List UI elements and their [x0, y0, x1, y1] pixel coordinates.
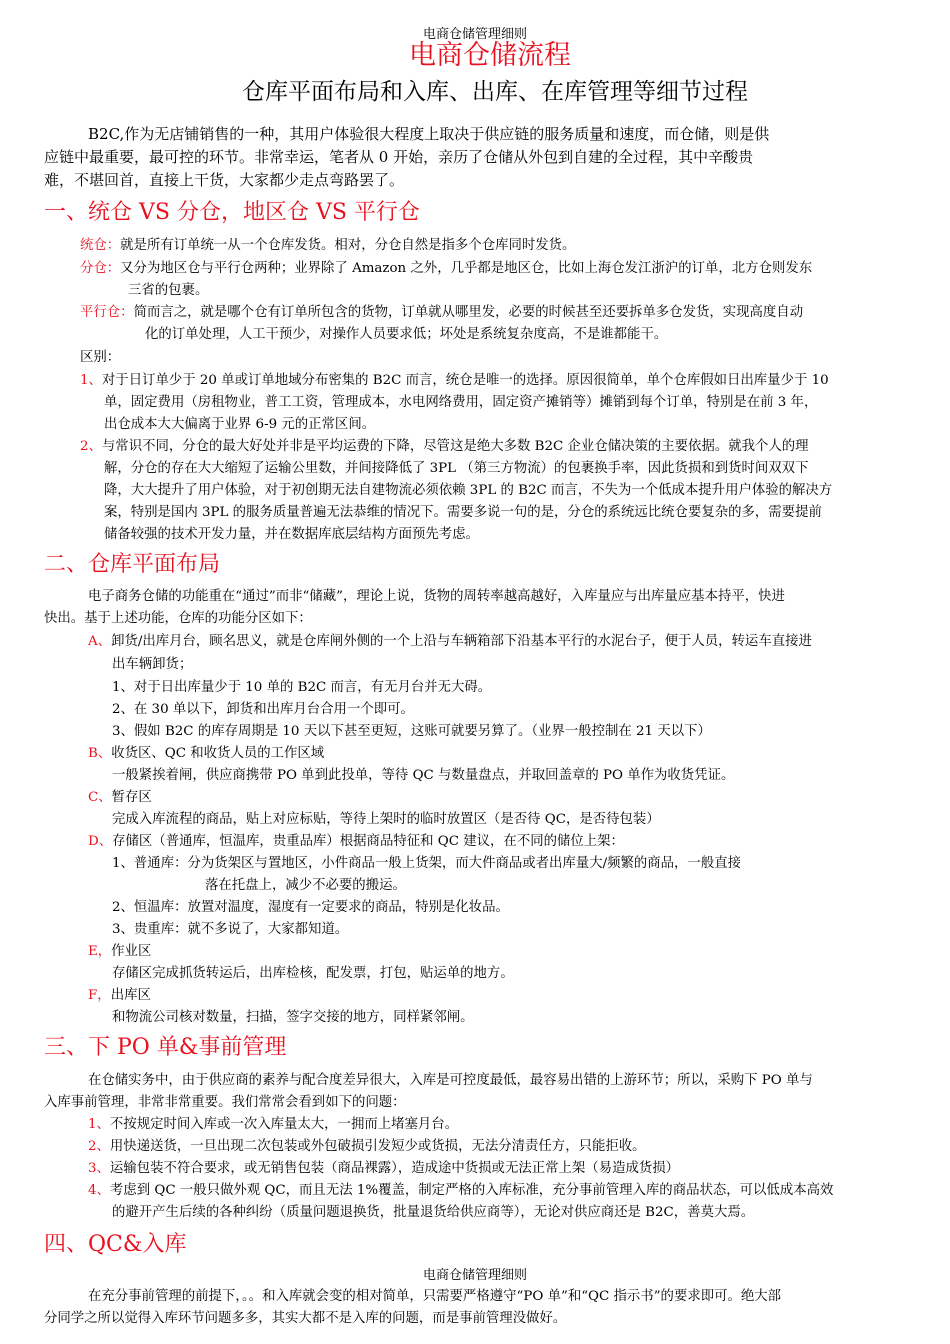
s2-item-d-2: 2、恒温库：放置对温度，湿度有一定要求的商品，特别是化妆品。 — [112, 900, 509, 915]
term-label: 平行仓： — [80, 305, 134, 320]
s3-para-line-2: 入库事前管理，非常非常重要。我们常常会看到如下的问题： — [44, 1095, 406, 1110]
s2-item-d-1: 1、普通库：分为货架区与置地区，小件商品一般上货架，而大件商品或者出库量大/频繁的商品，一般直接 — [112, 856, 741, 871]
s2-item-f — [88, 985, 151, 1007]
item-letter: E， — [88, 944, 112, 959]
s3-item-3 — [88, 1158, 679, 1180]
term-label: 统仓： — [80, 238, 121, 253]
section-1-heading: 一、统仓 VS 分仓，地区仓 VS 平行仓 — [44, 200, 420, 225]
s2-item-b-1: 一般紧挨着闸，供应商携带 PO 单到此投单，等待 QC 与数量盘点，并取回盖章的 PO 单作为收货凭证。 — [112, 768, 735, 783]
s4-para-line-2: 分同学之所以觉得入库环节问题多多，其实大都不是入库的问题，而是事前管理没做好。 — [44, 1311, 567, 1326]
s1-item-2-line-4: 案，特别是国内 3PL 的服务质量普遍无法恭维的情况下。需要多说一句的是，分仓的系统远比统仓要复杂的多，需要提前 — [104, 505, 822, 520]
intro-line-3: 难，不堪回首，直接上干货，大家都少走点弯路罢了。 — [44, 171, 405, 189]
s1-item-2-line-5: 储备较强的技术开发力量，并在数据库底层结构方面预先考虑。 — [104, 527, 479, 542]
item-text: 收货区、QC 和收货人员的工作区域 — [111, 746, 325, 761]
item-text: 用快递送货，一旦出现二次包装或外包破损引发短少或货损，无法分清责任方，只能拒收。 — [109, 1139, 646, 1154]
item-letter: B、 — [88, 746, 112, 761]
s1-item-1 — [80, 370, 829, 392]
item-text: 卸货/出库月台，顾名思义，就是仓库闸外侧的一个上沿与车辆箱部下沿基本平行的水泥台子，便于人员，转运车直接进 — [111, 634, 812, 649]
s1-item-2 — [80, 436, 809, 458]
running-header-mid: 电商仓储管理细则 — [422, 1268, 527, 1283]
item-letter: C、 — [88, 790, 112, 805]
s2-item-c-1: 完成入库流程的商品，贴上对应标贴，等待上架时的临时放置区（是否待 QC，是否待包装） — [112, 812, 660, 827]
item-text: 存储区（普通库，恒温库，贵重品库）根据商品特征和 QC 建议，在不同的储位上架： — [112, 834, 624, 849]
item-text: 运输包装不符合要求，或无销售包装（商品裸露），造成途中货损或无法正常上架（易造成货损） — [109, 1161, 680, 1176]
s2-para-line-1: 电子商务仓储的功能重在“通过”而非“储藏”，理论上说，货物的周转率越高越好，入库量应与出库量应基本持平，快进 — [88, 589, 785, 604]
s3-item-4 — [88, 1180, 833, 1202]
item-number: 1、 — [88, 1117, 110, 1132]
intro-line-2: 应链中最重要，最可控的环节。非常幸运，笔者从 0 开始，亲历了仓储从外包到自建的全过程，其中辛酸贵 — [44, 148, 754, 166]
section-4-heading: 四、QC&入库 — [44, 1232, 187, 1257]
item-text: 暂存区 — [111, 790, 152, 805]
item-number: 2、 — [80, 439, 102, 454]
s1-line-pingxing — [80, 302, 803, 324]
s2-item-d-3: 3、贵重库：就不多说了，大家都知道。 — [112, 922, 349, 937]
s4-para-line-1: 在充分事前管理的前提下，。。和入库就会变的相对简单，只需要严格遵守“PO 单”和“QC 指示书”的要求即可。绝大部 — [88, 1289, 782, 1304]
s1-diff-label: 区别： — [80, 350, 121, 365]
s2-item-a-3: 3、假如 B2C 的库存周期是 10 天以下甚至更短，这账可就要另算了。（业界一般控制在 21 天以下） — [112, 724, 711, 739]
item-text: 出库区 — [110, 988, 151, 1003]
s2-para-line-2: 快出。基于上述功能，仓库的功能分区如下： — [44, 611, 312, 626]
s1-item-1-line-2: 单，固定费用（房租物业，普工工资，管理成本，水电网络费用，固定资产摊销等）摊销到每个订单，特别是在前 3 年， — [104, 395, 818, 410]
item-text: 考虑到 QC 一般只做外观 QC，而且无法 1%覆盖，制定严格的入库标准，充分事前管理入库的商品状态，可以低成本高效 — [109, 1183, 834, 1198]
s2-item-f-1: 和物流公司核对数量，扫描，签字交接的地方，同样紧邻闸。 — [112, 1010, 474, 1025]
s1-line-fencang — [80, 258, 812, 280]
s2-item-d — [88, 831, 624, 853]
item-letter: F， — [88, 988, 111, 1003]
s2-item-a-2: 2、在 30 单以下，卸货和出库月台合用一个即可。 — [112, 702, 414, 717]
intro-line-1: B2C,作为无店铺销售的一种，其用户体验很大程度上取决于供应链的服务质量和速度，而仓储，则是供 — [88, 125, 770, 143]
item-text: 与常识不同，分仓的最大好处并非是平均运费的下降，尽管这是绝大多数 B2C 企业仓储决策的主要依据。就我个人的理 — [101, 439, 809, 454]
item-number: 4、 — [88, 1183, 110, 1198]
term-label: 分仓： — [80, 261, 121, 276]
item-letter: A、 — [88, 634, 112, 649]
document-title: 电商仓储流程 — [409, 40, 571, 71]
s1-line-tongcang — [80, 235, 575, 257]
s3-para-line-1: 在仓储实务中，由于供应商的素养与配合度差异很大，入库是可控度最低，最容易出错的上游环节；所以，采购下 PO 单与 — [88, 1073, 813, 1088]
s1-line-pingxing-cont: 化的订单处理，人工干预少，对操作人员要求低；坏处是系统复杂度高，不是谁都能干。 — [145, 327, 668, 342]
item-text: 作业区 — [111, 944, 152, 959]
s1-item-2-line-3: 降，大大提升了用户体验，对于初创期无法自建物流必须依赖 3PL 的 B2C 而言，不失为一个低成本提升用户体验的解决方 — [104, 483, 833, 498]
item-text: 不按规定时间入库或一次入库量太大，一拥而上堵塞月台。 — [109, 1117, 459, 1132]
item-number: 2、 — [88, 1139, 110, 1154]
s3-item-2 — [88, 1136, 646, 1158]
term-text: 简而言之，就是哪个仓有订单所包含的货物，订单就从哪里发，必要的时候甚至还要拆单多仓发货，实现高度自动 — [133, 305, 804, 320]
section-3-heading: 三、下 PO 单&事前管理 — [44, 1035, 287, 1060]
s2-item-a-cont: 出车辆卸货； — [112, 657, 193, 672]
s2-item-e-1: 存储区完成抓货转运后，出库检核，配发票，打包，贴运单的地方。 — [112, 966, 514, 981]
s1-item-1-line-3: 出仓成本大大偏离于业界 6-9 元的正常区间。 — [104, 417, 376, 432]
s3-item-4-cont: 的避开产生后续的各种纠纷（质量问题退换货，批量退货给供应商等），无论对供应商还是 B2C，善莫大焉。 — [112, 1205, 755, 1220]
document-subtitle: 仓库平面布局和入库、出库、在库管理等细节过程 — [242, 79, 748, 105]
item-number: 3、 — [88, 1161, 110, 1176]
item-number: 1、 — [80, 373, 102, 388]
s2-item-a — [88, 631, 812, 653]
s2-item-a-1: 1、对于日出库量少于 10 单的 B2C 而言，有无月台并无大碍。 — [112, 680, 492, 695]
s2-item-b — [88, 743, 324, 765]
item-text: 对于日订单少于 20 单或订单地域分布密集的 B2C 而言，统仓是唯一的选择。原因很简单，单个仓库假如日出库量少于 10 — [101, 373, 829, 388]
s2-item-c — [88, 787, 152, 809]
s1-item-2-line-2: 解，分仓的存在大大缩短了运输公里数，并间接降低了 3PL （第三方物流）的包裹换手率，因此货损和到货时间双双下 — [104, 461, 809, 476]
s3-item-1 — [88, 1114, 458, 1136]
section-2-heading: 二、仓库平面布局 — [44, 552, 221, 577]
running-header: 电商仓储管理细则 — [422, 27, 527, 42]
s1-line-fencang-cont: 三省的包裹。 — [128, 283, 209, 298]
term-text: 又分为地区仓与平行仓两种；业界除了 Amazon 之外，几乎都是地区仓，比如上海仓发江浙沪的订单，北方仓则发东 — [120, 261, 813, 276]
item-letter: D、 — [88, 834, 113, 849]
term-text: 就是所有订单统一从一个仓库发货。相对，分仓自然是指多个仓库同时发货。 — [120, 238, 576, 253]
s2-item-d-1-cont: 落在托盘上，减少不必要的搬运。 — [205, 878, 406, 893]
s2-item-e — [88, 941, 151, 963]
